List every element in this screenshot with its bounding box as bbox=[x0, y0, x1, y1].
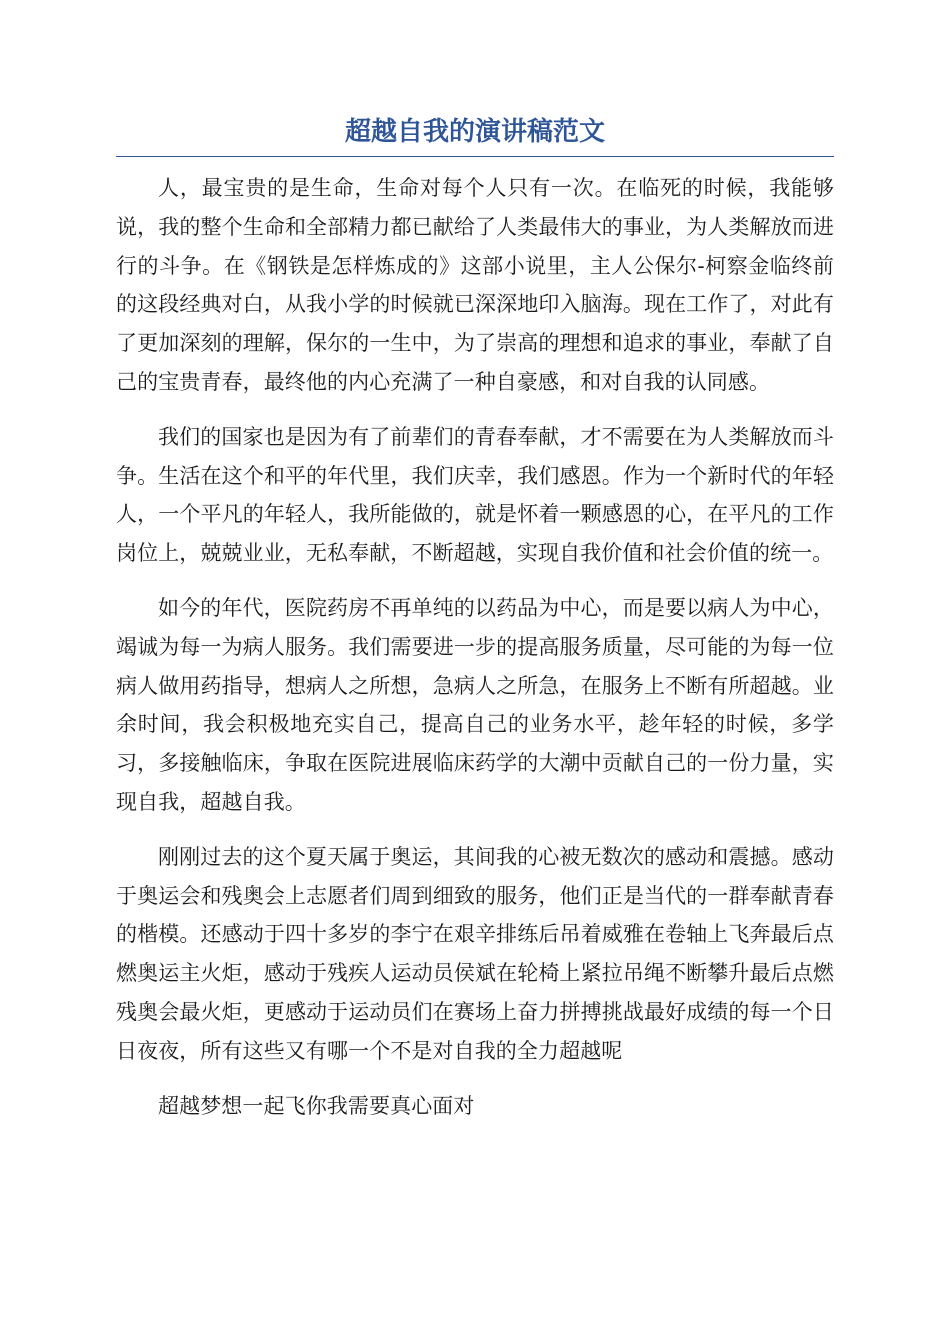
paragraph-1: 人，最宝贵的是生命，生命对每个人只有一次。在临死的时候，我能够说，我的整个生命和全部精力都已献给了人类最伟大的事业，为人类解放而进行的斗争。在《钢铁是怎样炼成的》这部小说里，主人公保尔-柯察金临终前的这段经典对白，从我小学的时候就已深深地印入脑海。现在工作了，对此有了更加深刻的理解，保尔的一生中，为了崇高的理想和追求的事业，奉献了自己的宝贵青春，最终他的内心充满了一种自豪感，和对自我的认同感。 bbox=[116, 176, 834, 394]
paragraph-4: 刚刚过去的这个夏天属于奥运，其间我的心被无数次的感动和震撼。感动于奥运会和残奥会上志愿者们周到细致的服务，他们正是当代的一群奉献青春的楷模。还感动于四十多岁的李宁在艰辛排练后吊着威雅在卷轴上飞奔最后点燃奥运主火炬，感动于残疾人运动员侯斌在轮椅上紧拉吊绳不断攀升最后点燃残奥会最火炬，更感动于运动员们在赛场上奋力拼搏挑战最好成绩的每一个日日夜夜，所有这些又有哪一个不是对自我的全力超越呢 bbox=[116, 844, 834, 1063]
title-underline bbox=[116, 156, 834, 157]
paragraph-5: 超越梦想一起飞你我需要真心面对 bbox=[158, 1093, 475, 1118]
document-page bbox=[116, 100, 834, 1141]
paragraph-2: 我们的国家也是因为有了前辈们的青春奉献，才不需要在为人类解放而斗争。生活在这个和平的年代里，我们庆幸，我们感恩。作为一个新时代的年轻人，一个平凡的年轻人，我所能做的，就是怀着一颗感恩的心，在平凡的工作岗位上，兢兢业业，无私奉献，不断超越，实现自我价值和社会价值的统一。 bbox=[116, 424, 834, 566]
document-title: 超越自我的演讲稿范文 bbox=[344, 117, 605, 147]
paragraph-3: 如今的年代，医院药房不再单纯的以药品为中心，而是要以病人为中心，竭诚为每一为病人服务。我们需要进一步的提高服务质量，尽可能的为每一位病人做用药指导，想病人之所想，急病人之所急，在服务上不断有所超越。业余时间，我会积极地充实自己，提高自己的业务水平，趁年轻的时候，多学习，多接触临床，争取在医院进展临床药学的大潮中贡献自己的一份力量，实现自我，超越自我。 bbox=[116, 595, 834, 814]
